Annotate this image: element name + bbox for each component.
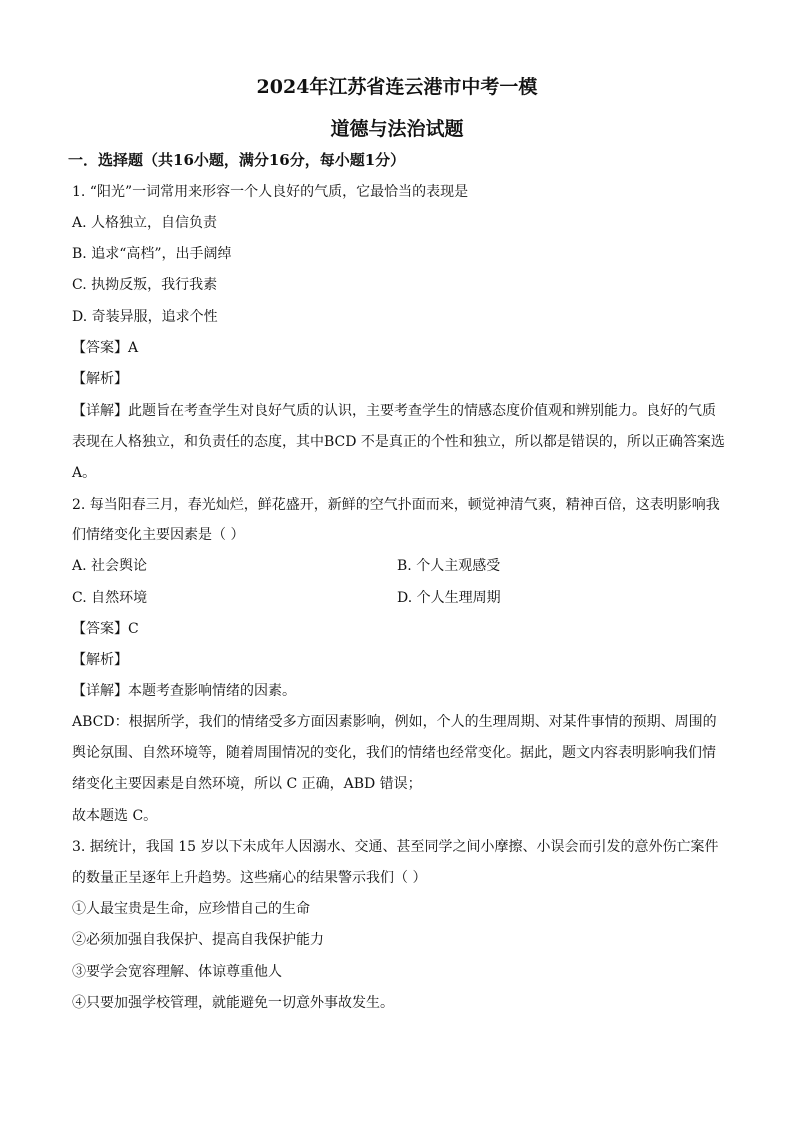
question-3-stem-line: 3. 据统计，我国 15 岁以下未成年人因溺水、交通、甚至同学之间小摩擦、小误会而引发的意外伤亡案件 bbox=[72, 839, 719, 855]
question-3-item: ④只要加强学校管理，就能避免一切意外事故发生。 bbox=[72, 995, 394, 1011]
question-1-option-c: C. 执拗反叛，我行我素 bbox=[72, 277, 218, 293]
question-1-analysis-label: 【解析】 bbox=[72, 371, 128, 387]
question-1-answer: 【答案】A bbox=[72, 340, 139, 356]
document-title: 2024年江苏省连云港市中考一模 bbox=[256, 76, 538, 98]
question-1-option-b: B. 追求“高档”，出手阔绰 bbox=[72, 246, 232, 262]
question-2-detail-line: ABCD：根据所学，我们的情绪受多方面因素影响，例如，个人的生理周期、对某件事情的预期、周围的 bbox=[72, 714, 717, 730]
question-2-stem-line: 们情绪变化主要因素是（ ） bbox=[72, 527, 245, 543]
question-3-item: ②必须加强自我保护、提高自我保护能力 bbox=[72, 932, 324, 948]
question-2-stem-line: 2. 每当阳春三月，春光灿烂，鲜花盛开，新鲜的空气扑面而来，顿觉神清气爽，精神百倍，这表明影响我 bbox=[72, 497, 720, 513]
section-heading: 一．选择题（共16小题，满分16分，每小题1分） bbox=[68, 151, 406, 169]
question-1-detail-line: 【详解】此题旨在考查学生对良好气质的认识，主要考查学生的情感态度价值观和辨别能力。良好的气质 bbox=[72, 403, 716, 419]
question-3-item: ①人最宝贵是生命，应珍惜自己的生命 bbox=[72, 901, 310, 917]
question-1-detail-line: 表现在人格独立，和负责任的态度，其中BCD 不是真正的个性和独立，所以都是错误的，所以正确答案选 bbox=[72, 434, 725, 450]
question-1-stem: 1. “阳光”一词常用来形容一个人良好的气质，它最恰当的表现是 bbox=[72, 184, 469, 200]
question-2-option-d: D. 个人生理周期 bbox=[397, 590, 501, 606]
document-subtitle: 道德与法治试题 bbox=[330, 118, 464, 140]
question-3-stem-line: 的数量正呈逐年上升趋势。这些痛心的结果警示我们（ ） bbox=[72, 870, 427, 886]
question-2-detail-line: 绪变化主要因素是自然环境，所以 C 正确，ABD 错误； bbox=[72, 776, 422, 792]
question-1-option-a: A. 人格独立，自信负责 bbox=[72, 215, 218, 231]
question-1-option-d: D. 奇装异服，追求个性 bbox=[72, 309, 218, 325]
question-2-detail-line: 【详解】本题考查影响情绪的因素。 bbox=[72, 683, 296, 699]
question-2-answer: 【答案】C bbox=[72, 621, 139, 637]
question-3-item: ③要学会宽容理解、体谅尊重他人 bbox=[72, 964, 282, 980]
question-2-detail-line: 舆论氛围、自然环境等，随着周围情况的变化，我们的情绪也经常变化。据此，题文内容表明影响我们情 bbox=[72, 745, 716, 761]
question-2-analysis-label: 【解析】 bbox=[72, 652, 128, 668]
question-1-detail-line: A。 bbox=[72, 465, 97, 481]
question-2-option-c: C. 自然环境 bbox=[72, 590, 148, 606]
question-2-option-b: B. 个人主观感受 bbox=[397, 558, 501, 574]
question-2-detail-line: 故本题选 C。 bbox=[72, 808, 158, 824]
question-2-option-a: A. 社会舆论 bbox=[72, 558, 148, 574]
